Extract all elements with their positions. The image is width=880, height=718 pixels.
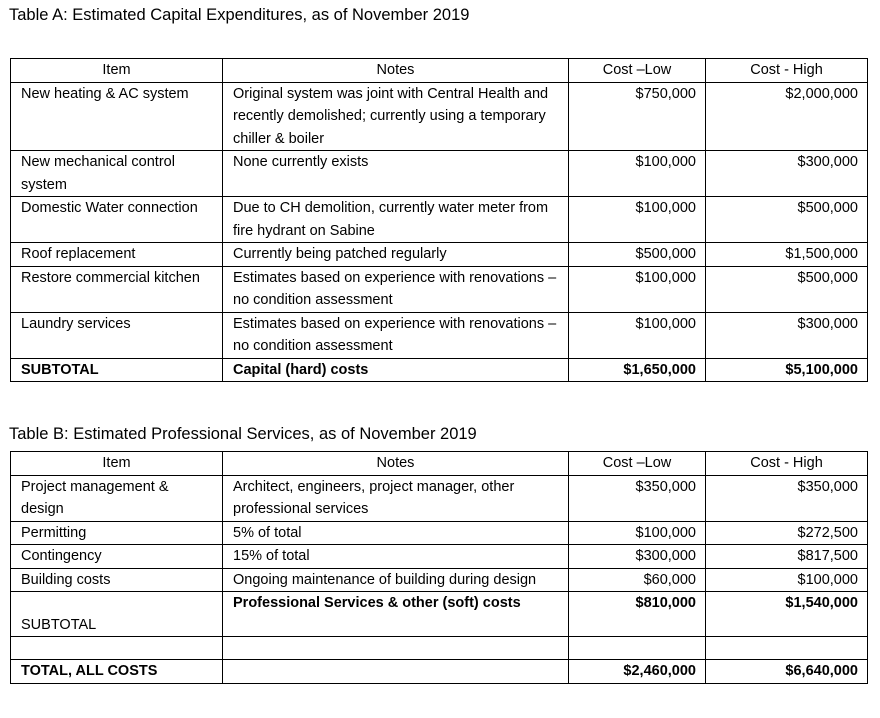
table-row xyxy=(11,475,868,521)
total-label: TOTAL, ALL COSTS xyxy=(11,660,223,684)
cost-low-cell: $750,000 xyxy=(569,82,706,151)
subtotal-notes: Professional Services & other (soft) costs xyxy=(223,592,569,637)
cost-high-cell: $500,000 xyxy=(706,266,868,312)
subtotal-row xyxy=(11,592,868,637)
cost-high-cell: $1,500,000 xyxy=(706,243,868,267)
item-cell: Restore commercial kitchen xyxy=(11,266,223,312)
notes-cell: None currently exists xyxy=(223,151,569,197)
table-row xyxy=(11,266,868,312)
cost-low-cell: $100,000 xyxy=(569,521,706,545)
table-row xyxy=(11,568,868,592)
notes-cell: Estimates based on experience with renovations – no condition assessment xyxy=(223,312,569,358)
item-cell: New heating & AC system xyxy=(11,82,223,151)
total-row xyxy=(11,660,868,684)
notes-cell: 15% of total xyxy=(223,545,569,569)
table-header-row xyxy=(11,59,868,83)
column-header-cost-high: Cost - High xyxy=(706,59,868,83)
subtotal-cost-low: $810,000 xyxy=(569,592,706,637)
item-cell: New mechanical control system xyxy=(11,151,223,197)
capital-expenditures-table xyxy=(10,58,868,382)
item-cell: Laundry services xyxy=(11,312,223,358)
cost-low-cell: $300,000 xyxy=(569,545,706,569)
subtotal-row xyxy=(11,358,868,382)
cost-low-cell: $60,000 xyxy=(569,568,706,592)
notes-cell: Due to CH demolition, currently water meter from fire hydrant on Sabine xyxy=(223,197,569,243)
cost-high-cell: $100,000 xyxy=(706,568,868,592)
notes-cell: Estimates based on experience with renovations – no condition assessment xyxy=(223,266,569,312)
subtotal-notes: Capital (hard) costs xyxy=(223,358,569,382)
notes-cell: Currently being patched regularly xyxy=(223,243,569,267)
subtotal-cost-low: $1,650,000 xyxy=(569,358,706,382)
cost-low-cell: $100,000 xyxy=(569,151,706,197)
subtotal-label: SUBTOTAL xyxy=(11,592,223,637)
notes-cell: Ongoing maintenance of building during design xyxy=(223,568,569,592)
column-header-cost-high: Cost - High xyxy=(706,452,868,476)
table-row xyxy=(11,312,868,358)
column-header-notes: Notes xyxy=(223,59,569,83)
table-row xyxy=(11,82,868,151)
table-row xyxy=(11,545,868,569)
table-row xyxy=(11,151,868,197)
item-cell: Roof replacement xyxy=(11,243,223,267)
item-cell: Project management & design xyxy=(11,475,223,521)
cost-low-cell: $100,000 xyxy=(569,266,706,312)
cost-low-cell: $500,000 xyxy=(569,243,706,267)
notes-cell: Architect, engineers, project manager, other professional services xyxy=(223,475,569,521)
item-cell: Contingency xyxy=(11,545,223,569)
column-header-cost-low: Cost –Low xyxy=(569,452,706,476)
table-row xyxy=(11,243,868,267)
cost-low-cell: $100,000 xyxy=(569,312,706,358)
total-cost-high: $6,640,000 xyxy=(706,660,868,684)
column-header-notes: Notes xyxy=(223,452,569,476)
cost-high-cell: $817,500 xyxy=(706,545,868,569)
notes-cell: Original system was joint with Central Health and recently demolished; currently using a temporary chiller & boiler xyxy=(223,82,569,151)
cost-high-cell: $300,000 xyxy=(706,151,868,197)
cost-high-cell: $500,000 xyxy=(706,197,868,243)
cost-low-cell: $100,000 xyxy=(569,197,706,243)
column-header-item: Item xyxy=(11,452,223,476)
cost-high-cell: $272,500 xyxy=(706,521,868,545)
notes-cell: 5% of total xyxy=(223,521,569,545)
subtotal-cost-high: $5,100,000 xyxy=(706,358,868,382)
column-header-item: Item xyxy=(11,59,223,83)
professional-services-table xyxy=(10,451,868,684)
table-a-title: Table A: Estimated Capital Expenditures, as of November 2019 xyxy=(9,6,470,24)
item-cell: Permitting xyxy=(11,521,223,545)
cost-high-cell: $350,000 xyxy=(706,475,868,521)
cost-low-cell: $350,000 xyxy=(569,475,706,521)
table-header-row xyxy=(11,452,868,476)
table-b-title: Table B: Estimated Professional Services, as of November 2019 xyxy=(9,425,477,443)
item-cell: Building costs xyxy=(11,568,223,592)
total-notes xyxy=(223,660,569,684)
table-row xyxy=(11,521,868,545)
cost-high-cell: $2,000,000 xyxy=(706,82,868,151)
table-row xyxy=(11,197,868,243)
total-cost-low: $2,460,000 xyxy=(569,660,706,684)
cost-high-cell: $300,000 xyxy=(706,312,868,358)
column-header-cost-low: Cost –Low xyxy=(569,59,706,83)
subtotal-label: SUBTOTAL xyxy=(11,358,223,382)
item-cell: Domestic Water connection xyxy=(11,197,223,243)
subtotal-cost-high: $1,540,000 xyxy=(706,592,868,637)
blank-row xyxy=(11,637,868,660)
